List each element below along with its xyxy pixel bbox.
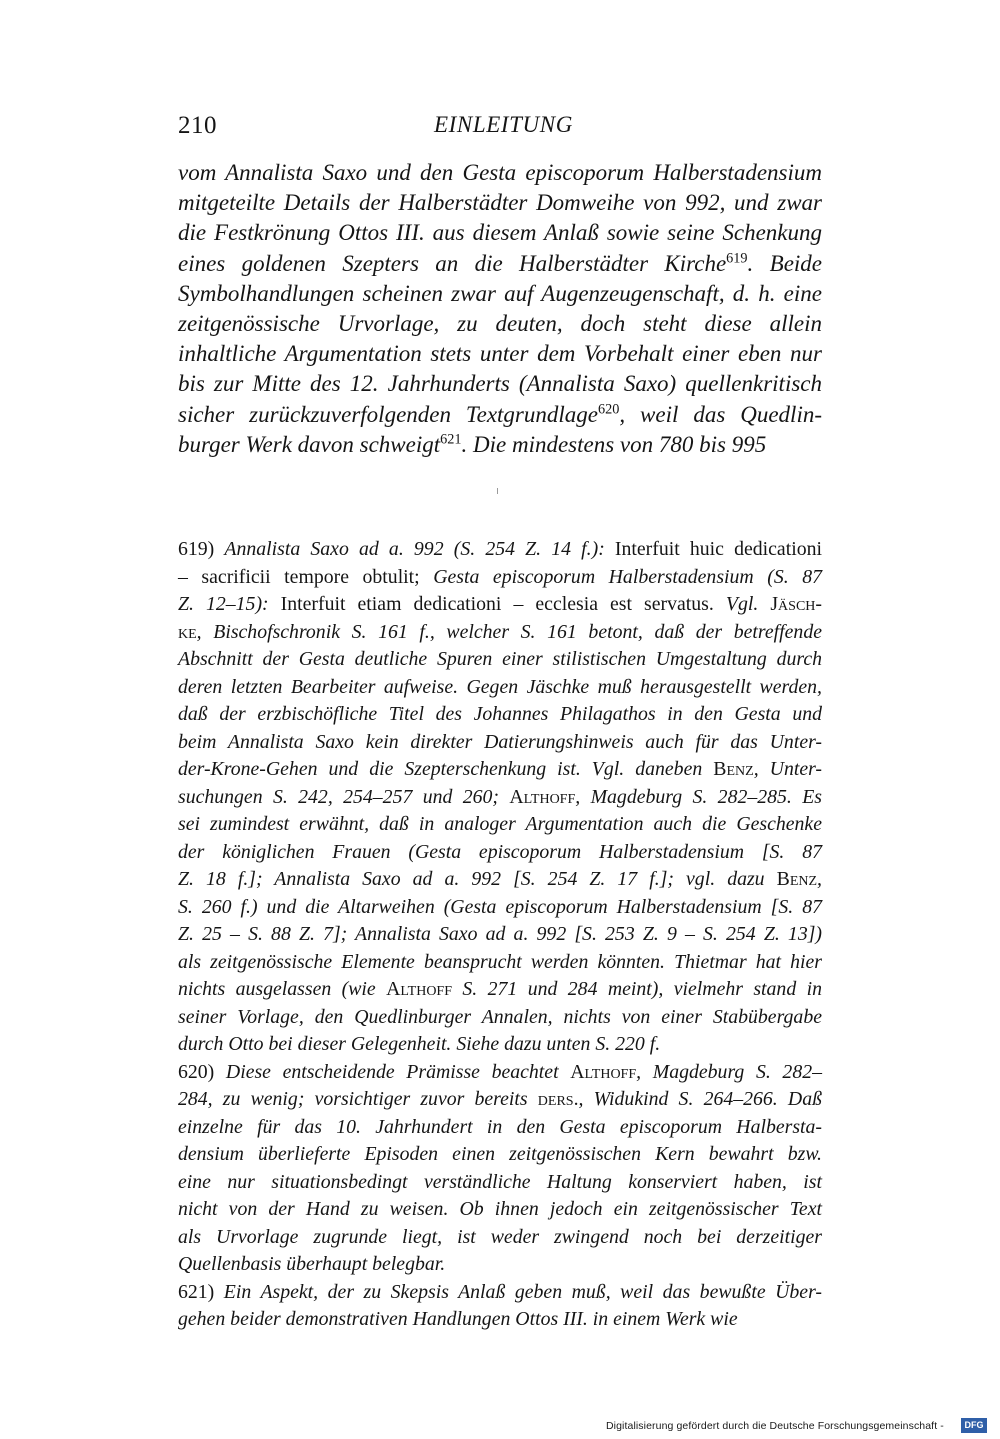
footnote-line (178, 536, 822, 564)
text-segment: Ein Aspekt, der zu Skepsis Anlaß geben muß, weil das bewußte Über- (223, 1280, 822, 1303)
body-line (178, 400, 822, 430)
text-segment: S. 271 und 284 meint), vielmehr stand in (452, 978, 822, 1000)
footnote-line (178, 1224, 822, 1252)
text-segment: Interfuit etiam dedicationi – ecclesia est servatus. (268, 593, 726, 615)
text-segment: vom Annalista Saxo und den Gesta episcoporum Halberstadensium (178, 160, 822, 185)
text-segment: Gesta episcoporum Halberstadensium (S. 87 (433, 565, 822, 588)
text-segment: Althoff (509, 785, 576, 808)
text-segment: eine nur situationsbedingt verständliche Haltung konserviert haben, ist (178, 1170, 822, 1193)
body-line (178, 188, 822, 218)
footnote-line (178, 1031, 822, 1059)
text-segment: Quellenbasis überhaupt belegbar. (178, 1253, 446, 1275)
text-segment: Althoff (386, 978, 453, 1000)
footnote-line (178, 976, 822, 1004)
footnote-line (178, 1279, 822, 1307)
text-segment: Z. 12–15): (178, 593, 269, 615)
body-line (178, 339, 822, 369)
text-segment: seiner Vorlage, den Quedlinburger Annalen, nichts von einer Stabübergabe (178, 1005, 822, 1028)
text-segment: bis zur Mitte des 12. Jahrhunderts (Annalista Saxo) quellenkritisch (178, 371, 822, 397)
tick-mark (497, 488, 498, 494)
text-segment: ke (178, 620, 197, 643)
text-segment: Z. 18 f.]; Annalista Saxo ad a. 992 [S. 254 Z. 17 f.]; vgl. dazu (178, 868, 777, 890)
text-segment: densium überlieferte Episoden einen zeitgenössischen Kern bewahrt bzw. (178, 1143, 822, 1165)
body-line (178, 369, 822, 399)
footnote-line (178, 646, 822, 674)
text-segment: . Die mindestens von 780 bis 995 (461, 431, 767, 457)
footnote-line (178, 591, 822, 619)
text-segment: S. 260 f.) und die Altarweihen (Gesta episcoporum Halberstadensium [S. 87 (178, 895, 822, 918)
text-segment: ders. (537, 1088, 579, 1110)
footnote-line (178, 866, 822, 894)
text-segment: deren letzten Bearbeiter aufweise. Gegen Jäschke muß herausgestellt werden, (178, 675, 822, 698)
body-line (178, 430, 822, 460)
footnote-line (178, 811, 822, 839)
body-line (178, 249, 822, 279)
text-segment: nicht von der Hand zu weisen. Ob ihnen jedoch ein zeitgenössischer Text (178, 1198, 822, 1220)
text-segment: durch Otto bei dieser Gelegenheit. Siehe dazu unten S. 220 f. (178, 1033, 661, 1055)
footnote-line (178, 1059, 822, 1087)
footnote-line (178, 1169, 822, 1197)
footnote-line (178, 674, 822, 702)
footnote-marker: 619 (726, 249, 748, 266)
text-segment: 284, zu wenig; vorsichtiger zuvor bereits (178, 1088, 538, 1110)
main-text (178, 158, 822, 460)
text-segment: einzelne für das 10. Jahrhundert in den Gesta episcoporum Halbersta- (178, 1115, 822, 1138)
text-segment: als Urvorlage zugrunde liegt, ist weder zwingend noch bei derzeitiger (178, 1225, 822, 1248)
text-segment: 621) (178, 1280, 224, 1303)
text-segment: der königlichen Frauen (Gesta episcoporum Halberstadensium [S. 87 (178, 840, 822, 863)
text-segment: Annalista Saxo ad a. 992 (S. 254 Z. 14 f.): (224, 538, 605, 560)
footnote-line (178, 564, 822, 592)
footnote-line (178, 619, 822, 647)
text-segment: beim Annalista Saxo kein direkter Datierungshinweis auch für das Unter- (178, 730, 822, 753)
footnotes (178, 536, 822, 1334)
text-segment: 620) (178, 1060, 226, 1083)
text-segment: Jäsch- (770, 593, 822, 615)
footnote-line (178, 949, 822, 977)
body-line (178, 279, 822, 309)
text-segment: Symbolhandlungen scheinen zwar auf Augenzeugenschaft, d. h. eine (178, 280, 822, 306)
text-segment: , (817, 868, 822, 890)
page-header (178, 112, 818, 146)
digitization-credit: Digitalisierung gefördert durch die Deutsche Forschungsgemeinschaft - (606, 1420, 944, 1432)
text-segment: , Bischofschronik S. 161 f., welcher S. 161 betont, daß der betreffende (196, 620, 822, 643)
text-segment: sicher zurückzuverfolgenden Textgrundlage (178, 401, 598, 427)
text-segment: der-Krone-Gehen und die Szepterschenkung ist. Vgl. daneben (178, 758, 714, 780)
text-segment: , Widukind S. 264–266. Daß (578, 1088, 823, 1110)
text-segment: Diese entscheidende Prämisse beachtet (225, 1060, 571, 1083)
footnote-line (178, 784, 822, 812)
footnote-line (178, 894, 822, 922)
text-segment: – sacrificii tempore obtulit; (178, 565, 434, 588)
text-segment: gehen beider demonstrativen Handlungen Ottos III. in einem Werk wie (178, 1308, 738, 1330)
footnote-line (178, 839, 822, 867)
text-segment: , weil das Quedlin- (619, 401, 822, 427)
text-segment: als zeitgenössische Elemente beansprucht werden könnten. Thietmar hat hier (178, 950, 822, 973)
text-segment: , Magdeburg S. 282– (636, 1060, 822, 1083)
footnote-marker: 620 (597, 400, 620, 417)
text-segment: Interfuit huic dedicationi (604, 538, 822, 560)
body-line (178, 309, 822, 339)
footnote-line (178, 1306, 822, 1334)
text-segment: , Magdeburg S. 282–285. Es (575, 785, 822, 808)
text-segment: sei zumindest erwähnt, daß in analoger Argumentation auch die Geschenke (178, 813, 822, 835)
text-segment: Vgl. (725, 593, 771, 615)
footnote-line (178, 1114, 822, 1142)
text-segment: inhaltliche Argumentation stets unter dem Vorbehalt einer eben nur (178, 341, 822, 367)
footnote-line (178, 1086, 822, 1114)
text-segment: , Unter- (753, 758, 823, 780)
footnote-line (178, 701, 822, 729)
text-segment: Benz (776, 868, 818, 890)
footnote-line (178, 1196, 822, 1224)
text-segment: 619) (178, 538, 225, 560)
text-segment: burger Werk davon schweigt (178, 431, 441, 457)
text-segment: Benz (713, 758, 754, 780)
body-line (178, 158, 822, 188)
text-segment: . Beide (747, 250, 822, 276)
footnote-line (178, 1141, 822, 1169)
text-segment: Abschnitt der Gesta deutliche Spuren einer stilistischen Umgestaltung durch (178, 648, 822, 670)
text-segment: suchungen S. 242, 254–257 und 260; (178, 785, 510, 808)
body-line (178, 218, 822, 248)
text-segment: eines goldenen Szepters an die Halberstädter Kirche (178, 250, 727, 276)
running-head: EINLEITUNG (434, 112, 573, 137)
text-segment: daß der erzbischöfliche Titel des Johannes Philagathos in den Gesta und (178, 703, 822, 725)
footnote-marker: 621 (440, 431, 462, 448)
footnote-line (178, 1004, 822, 1032)
footnote-line (178, 1251, 822, 1279)
footnote-line (178, 756, 822, 784)
footnote-line (178, 729, 822, 757)
text-segment: Z. 25 – S. 88 Z. 7]; Annalista Saxo ad a. 992 [S. 253 Z. 9 – S. 254 Z. 13]) (178, 923, 822, 945)
footnote-line (178, 921, 822, 949)
page-number: 210 (178, 112, 217, 139)
dfg-logo: DFG (961, 1418, 987, 1433)
text-segment: nichts ausgelassen (wie (178, 978, 387, 1000)
text-segment: mitgeteilte Details der Halberstädter Domweihe von 992, und zwar (178, 190, 822, 216)
text-segment: zeitgenössische Urvorlage, zu deuten, doch steht diese allein (178, 310, 822, 336)
text-segment: die Festkrönung Ottos III. aus diesem Anlaß sowie seine Schenkung (178, 220, 822, 246)
text-segment: Althoff (570, 1060, 637, 1083)
